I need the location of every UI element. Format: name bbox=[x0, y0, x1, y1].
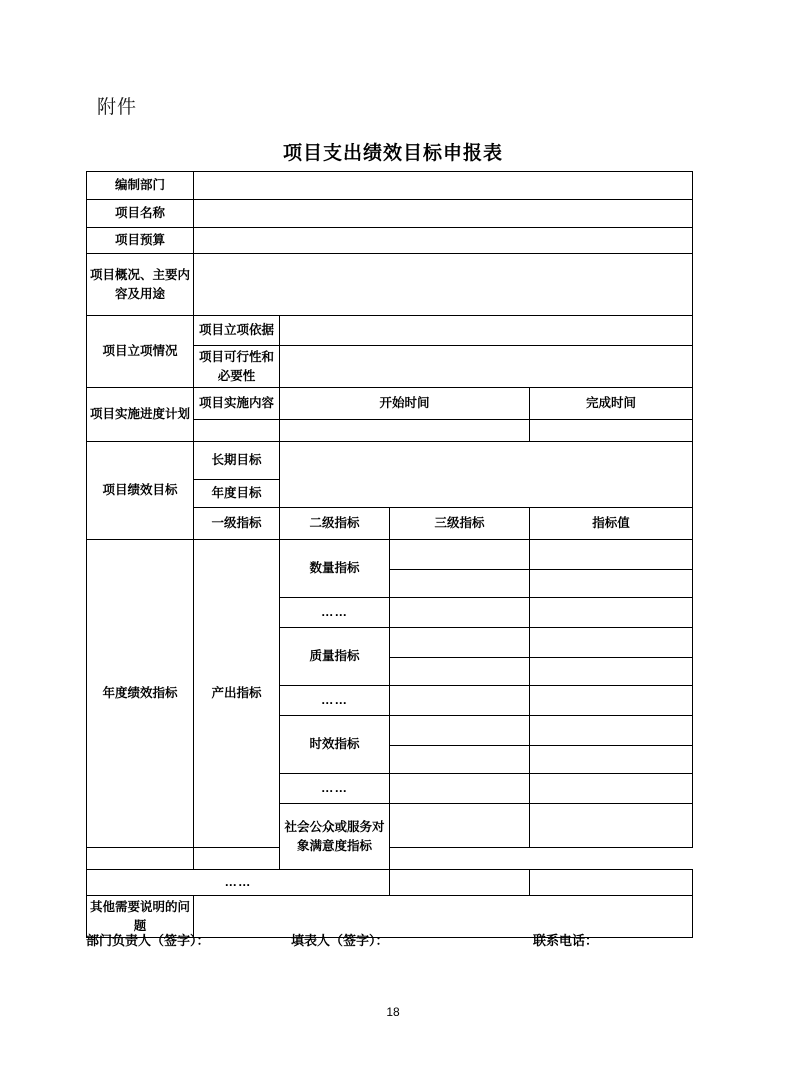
label-indicator-value: 指标值 bbox=[530, 508, 693, 540]
table-row bbox=[87, 870, 693, 896]
table-row bbox=[87, 254, 693, 316]
label-establishment: 项目立项情况 bbox=[87, 316, 194, 388]
field-level3-ellipsis-2[interactable] bbox=[390, 686, 530, 716]
label-other-notes: 其他需要说明的问题 bbox=[87, 896, 194, 938]
field-goals-value[interactable] bbox=[280, 442, 693, 508]
label-overview: 项目概况、主要内容及用途 bbox=[87, 254, 194, 316]
field-value-quality-2[interactable] bbox=[530, 658, 693, 686]
attachment-label: 附件 bbox=[97, 97, 138, 118]
label-long-term-goal: 长期目标 bbox=[194, 442, 280, 480]
label-start-time: 开始时间 bbox=[280, 388, 530, 420]
label-level1-indicator: 一级指标 bbox=[194, 508, 280, 540]
label-dept: 编制部门 bbox=[87, 172, 194, 200]
footer-phone: 联系电话： bbox=[533, 933, 599, 948]
label-establishment-basis: 项目立项依据 bbox=[194, 316, 280, 346]
field-level3-ellipsis-1[interactable] bbox=[390, 598, 530, 628]
field-level3-satisfaction-1[interactable] bbox=[390, 804, 530, 848]
field-level3-ellipsis-4[interactable] bbox=[390, 870, 530, 896]
field-overview-value[interactable] bbox=[194, 254, 693, 316]
label-schedule-content: 项目实施内容 bbox=[194, 388, 280, 420]
label-project-name: 项目名称 bbox=[87, 200, 194, 228]
table-row bbox=[87, 442, 693, 480]
field-level3-timeliness-1[interactable] bbox=[390, 716, 530, 746]
label-ellipsis-final: …… bbox=[87, 870, 390, 896]
field-value-quality-1[interactable] bbox=[530, 628, 693, 658]
label-quality-indicator: 质量指标 bbox=[280, 628, 390, 686]
field-value-satisfaction-2[interactable] bbox=[194, 848, 280, 870]
table-row bbox=[87, 540, 693, 570]
field-project-name-value[interactable] bbox=[194, 200, 693, 228]
label-level2-indicator: 二级指标 bbox=[280, 508, 390, 540]
field-feasibility-value[interactable] bbox=[280, 346, 693, 388]
field-value-ellipsis-4[interactable] bbox=[530, 870, 693, 896]
table-row bbox=[87, 172, 693, 200]
label-ellipsis-timeliness: …… bbox=[280, 774, 390, 804]
label-annual-performance-indicators: 年度绩效指标 bbox=[87, 540, 194, 848]
label-satisfaction-indicator: 社会公众或服务对象满意度指标 bbox=[280, 804, 390, 870]
field-finish-time-value[interactable] bbox=[530, 420, 693, 442]
field-level3-ellipsis-3[interactable] bbox=[390, 774, 530, 804]
performance-goal-form bbox=[86, 171, 693, 938]
label-annual-goal: 年度目标 bbox=[194, 480, 280, 508]
field-value-timeliness-1[interactable] bbox=[530, 716, 693, 746]
page-number: 18 bbox=[386, 1005, 400, 1019]
field-level3-quality-1[interactable] bbox=[390, 628, 530, 658]
label-performance-goal: 项目绩效目标 bbox=[87, 442, 194, 540]
label-level3-indicator: 三级指标 bbox=[390, 508, 530, 540]
field-project-budget-value[interactable] bbox=[194, 228, 693, 254]
table-row bbox=[87, 388, 693, 420]
table-row bbox=[87, 316, 693, 346]
field-level3-quality-2[interactable] bbox=[390, 658, 530, 686]
label-finish-time: 完成时间 bbox=[530, 388, 693, 420]
table-row bbox=[87, 200, 693, 228]
label-ellipsis-quantity: …… bbox=[280, 598, 390, 628]
field-value-quantity-2[interactable] bbox=[530, 570, 693, 598]
field-value-timeliness-2[interactable] bbox=[530, 746, 693, 774]
label-project-budget: 项目预算 bbox=[87, 228, 194, 254]
field-dept-value[interactable] bbox=[194, 172, 693, 200]
field-value-satisfaction-1[interactable] bbox=[530, 804, 693, 848]
field-level3-quantity-2[interactable] bbox=[390, 570, 530, 598]
field-establishment-basis-value[interactable] bbox=[280, 316, 693, 346]
label-ellipsis-quality: …… bbox=[280, 686, 390, 716]
label-timeliness-indicator: 时效指标 bbox=[280, 716, 390, 774]
field-start-time-value[interactable] bbox=[280, 420, 530, 442]
field-value-ellipsis-3[interactable] bbox=[530, 774, 693, 804]
field-level3-satisfaction-2[interactable] bbox=[87, 848, 194, 870]
table-row bbox=[87, 228, 693, 254]
field-other-notes-value[interactable] bbox=[194, 896, 693, 938]
field-level3-timeliness-2[interactable] bbox=[390, 746, 530, 774]
field-value-ellipsis-1[interactable] bbox=[530, 598, 693, 628]
label-schedule: 项目实施进度计划 bbox=[87, 388, 194, 442]
label-quantity-indicator: 数量指标 bbox=[280, 540, 390, 598]
label-output-indicator: 产出指标 bbox=[194, 540, 280, 848]
field-schedule-content-value[interactable] bbox=[194, 420, 280, 442]
field-value-ellipsis-2[interactable] bbox=[530, 686, 693, 716]
field-level3-quantity-1[interactable] bbox=[390, 540, 530, 570]
page-title: 项目支出绩效目标申报表 bbox=[282, 143, 503, 164]
footer-dept-head: 部门负责人（签字）： bbox=[86, 933, 210, 948]
table-row bbox=[87, 848, 693, 870]
label-feasibility: 项目可行性和必要性 bbox=[194, 346, 280, 388]
footer-filler: 填表人（签字）： bbox=[291, 933, 389, 948]
field-value-quantity-1[interactable] bbox=[530, 540, 693, 570]
